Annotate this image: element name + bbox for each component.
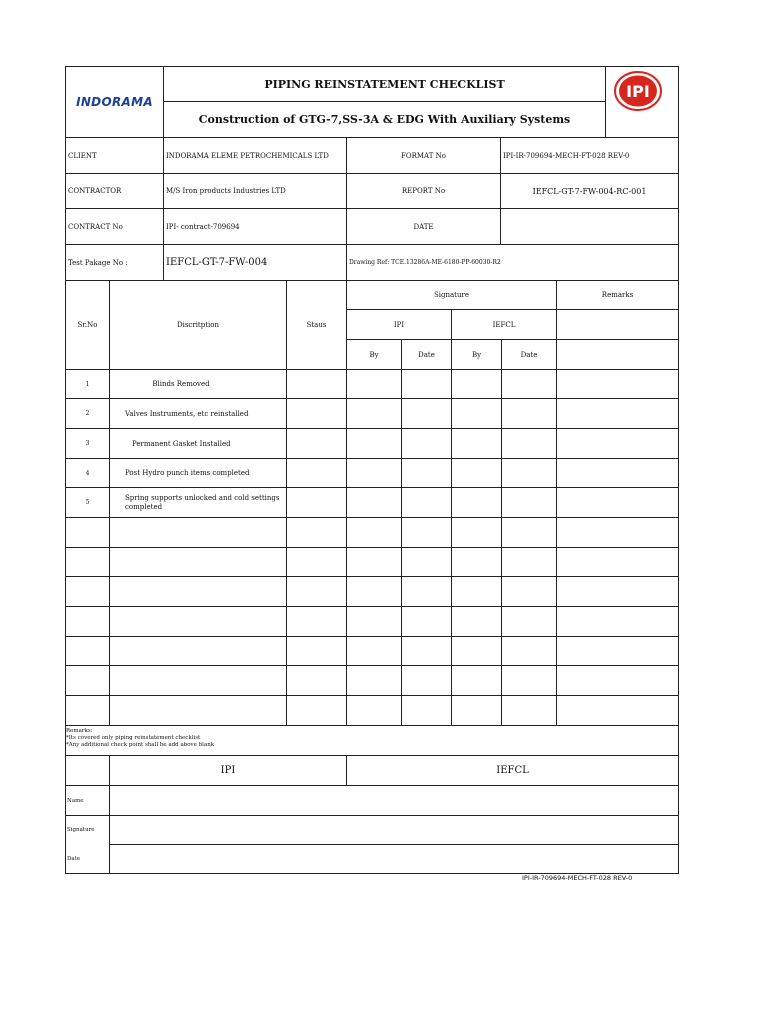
date-label: DATE (413, 222, 434, 231)
footer-format-code: IPI-IR-709694-MECH-FT-028 REV-0 (522, 874, 633, 882)
col-iefcl-date: Date (520, 350, 538, 359)
format-label: FORMAT No (401, 151, 446, 160)
document-title: PIPING REINSTATEMENT CHECKLIST (264, 77, 505, 91)
signoff-iefcl-heading: IEFCL (496, 765, 529, 776)
checklist-sheet (65, 66, 679, 874)
test-package-value: IEFCL-GT-7-FW-004 (166, 257, 268, 268)
row-description: Permanent Gasket Installed (132, 439, 231, 448)
col-ipi: IPI (393, 320, 405, 329)
col-ipi-date: Date (418, 350, 435, 359)
date-value[interactable] (501, 209, 678, 244)
row-srno: 3 (85, 440, 90, 447)
col-srno: Sr.No (77, 321, 98, 329)
remarks-note-1: *Its covered only piping reinstatement checklist (66, 735, 201, 741)
row-description: Post Hydro punch items completed (125, 469, 250, 477)
row-srno: 4 (85, 469, 90, 477)
client-value: INDORAMA ELEME PETROCHEMICALS LTD (166, 151, 329, 160)
signoff-date-label: Date (67, 856, 81, 862)
col-description: Discritption (176, 321, 220, 329)
contract-value: IPI- contract-709694 (166, 222, 240, 231)
col-ipi-by: By (369, 350, 379, 359)
drawing-ref: Drawing Ref: TCE.13286A-ME-6180-PP-60030-R2 (349, 259, 501, 266)
row-srno: 2 (85, 410, 90, 417)
col-iefcl-by: By (471, 350, 482, 359)
col-signature: Signature (433, 291, 469, 299)
test-package-label: Test Pakage No : (68, 258, 128, 267)
row-srno: 1 (85, 380, 90, 388)
report-value: IEFCL-GT-7-FW-004-RC-001 (532, 186, 647, 196)
indorama-logo (66, 67, 163, 137)
signoff-ipi-heading: IPI (220, 765, 236, 776)
row-srno: 5 (85, 499, 90, 506)
format-value: IPI-IR-709694-MECH-FT-028 REV-0 (503, 151, 630, 160)
contractor-value: M/S Iron products Industries LTD (166, 187, 286, 195)
document-subtitle: Construction of GTG-7,SS-3A & EDG With Auxiliary Systems (198, 113, 571, 126)
indorama-logo-text: INDORAMA (76, 95, 153, 109)
contract-label: CONTRACT No (68, 222, 123, 231)
col-iefcl: IEFCL (492, 320, 516, 329)
contractor-label: CONTRACTOR (68, 187, 122, 195)
ipi-logo (613, 70, 663, 112)
row-description: Spring supports unlocked and cold settings completed (125, 493, 280, 511)
remarks-heading: Remarks: (66, 728, 93, 734)
signoff-signature-label: Signature (67, 827, 95, 833)
remarks-note-2: *Any additional check point shall be add above blank (66, 742, 215, 748)
signoff-name-label: Name (67, 797, 84, 804)
row-description: Valves Instruments, etc reinstalled (125, 409, 249, 418)
col-remarks: Remarks (601, 291, 634, 299)
row-description: Blinds Removed (152, 380, 210, 388)
report-label: REPORT No (401, 187, 446, 195)
ipi-logo-text: IPI (626, 82, 650, 101)
client-label: CLIENT (68, 151, 97, 160)
col-status: Staus (306, 321, 327, 329)
